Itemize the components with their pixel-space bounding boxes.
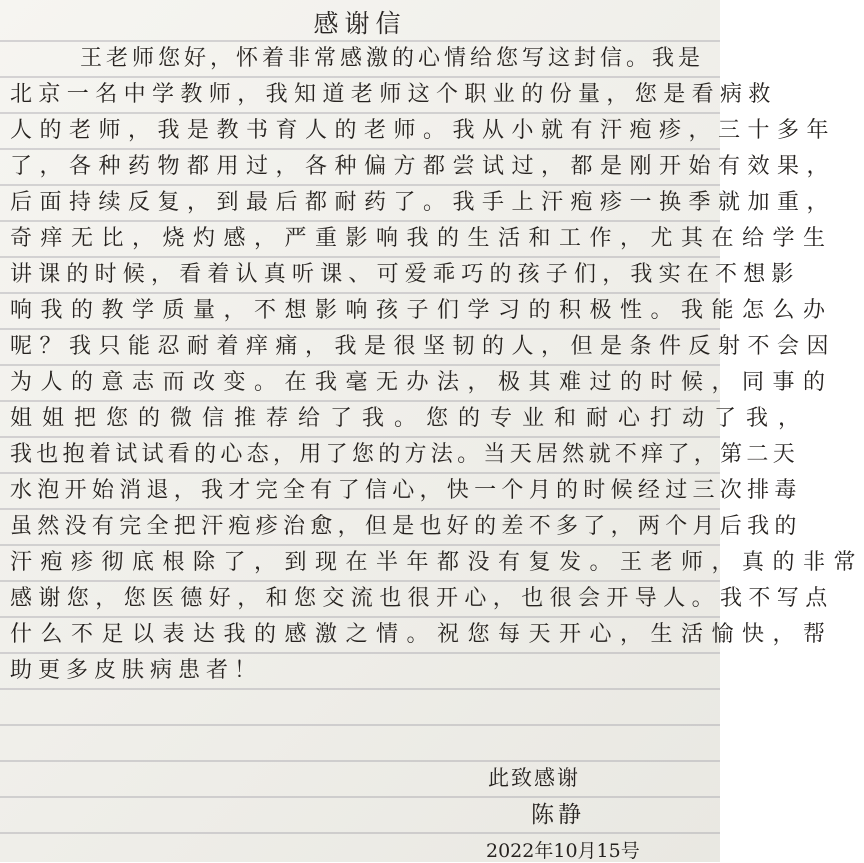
letter-line: 虽然没有完全把汗疱疹治愈，但是也好的差不多了，两个月后我的: [10, 514, 802, 539]
letter-line: 后面持续反复，到最后都耐药了。我手上汗疱疹一换季就加重，: [10, 190, 837, 215]
letter-line: 汗疱疹彻底根除了，到现在半年都没有复发。王老师，真的非常: [10, 550, 864, 575]
letter-line: 助更多皮肤病患者！: [10, 658, 263, 683]
letter-line: 水泡开始消退，我才完全有了信心，快一个月的时候经过三次排毒: [10, 478, 802, 503]
letter-line: 奇痒无比，烧灼感，严重影响我的生活和工作，尤其在给学生: [10, 226, 834, 251]
letter-line: 感谢您，您医德好，和您交流也很开心，也很会开导人。我不写点: [10, 586, 834, 611]
letter-line: 了，各种药物都用过，各种偏方都尝试过，都是刚开始有效果，: [10, 154, 837, 179]
letter-title: 感谢信: [313, 9, 407, 38]
letter-line: 讲课的时候，看着认真听课、可爱乖巧的孩子们，我实在不想影: [10, 262, 800, 287]
letter-line: 人的老师，我是教书育人的老师。我从小就有汗疱疹，三十多年: [10, 118, 837, 143]
letter-line: 呢？我只能忍耐着痒痛，我是很坚韧的人，但是条件反射不会因: [10, 334, 837, 359]
letter-line: 响我的教学质量，不想影响孩子们学习的积极性。我能怎么办: [10, 298, 834, 323]
letter-line: 我也抱着试试看的心态，用了您的方法。当天居然就不痒了，第二天: [10, 442, 800, 467]
letter-line: 什么不足以表达我的感激之情。祝您每天开心，生活愉快，帮: [10, 622, 834, 647]
letter-line: 姐姐把您的微信推荐给了我。您的专业和耐心打动了我，: [10, 406, 811, 431]
letter-signature: 陈静: [531, 802, 585, 828]
letter-closing: 此致感谢: [488, 766, 580, 790]
letter-line: 为人的意志而改变。在我毫无办法，极其难过的时候，同事的: [10, 370, 834, 395]
letter-date: 2022年10月15号: [486, 840, 640, 862]
letter-line: 王老师您好，怀着非常感激的心情给您写这封信。我是: [54, 46, 705, 71]
letter-line: 北京一名中学教师，我知道老师这个职业的份量，您是看病救: [10, 82, 777, 107]
